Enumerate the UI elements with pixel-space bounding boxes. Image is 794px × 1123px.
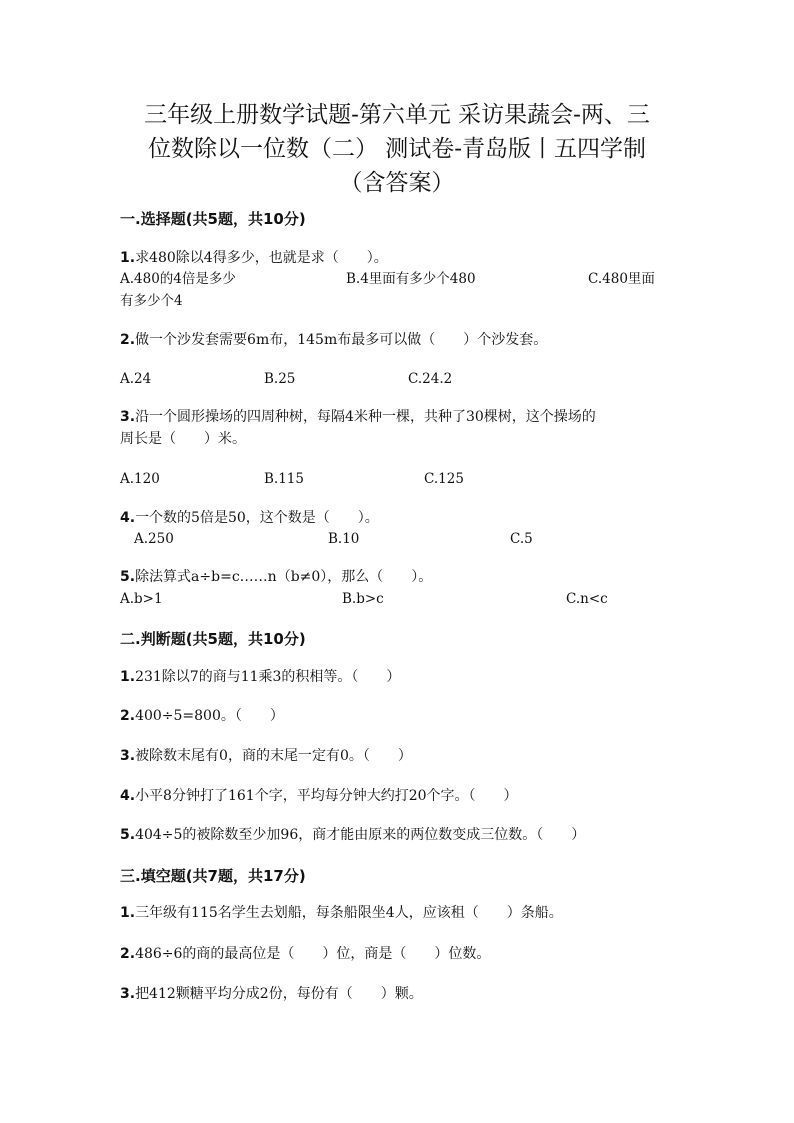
title-line-3: （含答案） xyxy=(339,170,455,196)
question-number: 2. xyxy=(120,946,136,962)
question-number: 1. xyxy=(120,250,136,266)
question-text: 486÷6的商的最高位是（ ）位，商是（ ）位数。 xyxy=(135,946,491,962)
section-heading-choice: 一.选择题(共5题，共10分) xyxy=(120,210,306,228)
judge-question-4 xyxy=(120,787,518,805)
choice-3-option-a: A.120 xyxy=(120,471,160,487)
question-number: 4. xyxy=(120,510,136,526)
choice-question-2 xyxy=(120,331,547,349)
choice-question-1 xyxy=(120,249,388,267)
question-number: 2. xyxy=(120,708,136,724)
choice-question-5 xyxy=(120,568,432,586)
question-number: 1. xyxy=(120,669,136,685)
question-number: 2. xyxy=(120,332,136,348)
choice-question-3 xyxy=(120,408,596,426)
question-number: 5. xyxy=(120,569,136,585)
fill-question-1 xyxy=(120,904,563,922)
judge-question-3 xyxy=(120,747,412,765)
section-heading-fill: 三.填空题(共7题，共17分) xyxy=(120,867,306,885)
question-text: 小平8分钟打了161个字，平均每分钟大约打20个字。（ ） xyxy=(135,788,518,804)
section-heading-judge: 二.判断题(共5题，共10分) xyxy=(120,630,306,648)
choice-1-option-a: A.480的4倍是多少 xyxy=(120,271,236,287)
question-text: 把412颗糖平均分成2份，每份有（ ）颗。 xyxy=(135,986,423,1002)
question-number: 3. xyxy=(120,748,136,764)
page-title xyxy=(100,98,694,200)
choice-5-option-b: B.b>c xyxy=(342,591,384,607)
judge-question-5 xyxy=(120,826,585,844)
question-text: 做一个沙发套需要6m布，145m布最多可以做（ ）个沙发套。 xyxy=(135,332,548,348)
question-number: 4. xyxy=(120,788,136,804)
judge-question-2 xyxy=(120,707,284,725)
question-text: 231除以7的商与11乘3的积相等。（ ） xyxy=(135,669,401,685)
choice-4-option-b: B.10 xyxy=(328,531,360,547)
title-line-1: 三年级上册数学试题-第六单元 采访果蔬会-两、三 xyxy=(144,102,650,128)
choice-1-option-c-cont: 有多少个4 xyxy=(120,293,183,309)
choice-5-option-a: A.b>1 xyxy=(120,591,163,607)
judge-question-1 xyxy=(120,668,400,686)
question-text: 除法算式a÷b=c……n（b≠0），那么（ ）。 xyxy=(135,569,433,585)
question-text: 沿一个圆形操场的四周种树，每隔4米种一棵，共种了30棵树，这个操场的 xyxy=(135,409,596,425)
question-text: 400÷5=800。（ ） xyxy=(135,708,284,724)
question-number: 5. xyxy=(120,827,136,843)
question-text: 求480除以4得多少，也就是求（ ）。 xyxy=(135,250,388,266)
choice-3-option-b: B.115 xyxy=(264,471,304,487)
choice-4-option-a: A.250 xyxy=(134,531,174,547)
choice-2-option-a: A.24 xyxy=(120,371,152,387)
choice-4-option-c: C.5 xyxy=(510,531,533,547)
choice-2-option-b: B.25 xyxy=(264,371,296,387)
question-number: 1. xyxy=(120,905,136,921)
question-number: 3. xyxy=(120,986,136,1002)
question-text: 被除数末尾有0，商的末尾一定有0。（ ） xyxy=(135,748,412,764)
choice-1-option-b: B.4里面有多少个480 xyxy=(346,271,476,287)
fill-question-2 xyxy=(120,945,490,963)
title-line-2: 位数除以一位数（二） 测试卷-青岛版丨五四学制 xyxy=(147,136,647,162)
choice-5-option-c: C.n<c xyxy=(566,591,608,607)
choice-question-4 xyxy=(120,509,379,527)
question-text: 404÷5的被除数至少加96，商才能由原来的两位数变成三位数。（ ） xyxy=(135,827,586,843)
choice-3-option-c: C.125 xyxy=(424,471,464,487)
choice-2-option-c: C.24.2 xyxy=(408,371,453,387)
choice-1-option-c: C.480里面 xyxy=(588,271,655,287)
question-text: 三年级有115名学生去划船，每条船限坐4人，应该租（ ）条船。 xyxy=(135,905,563,921)
fill-question-3 xyxy=(120,985,423,1003)
question-text: 一个数的5倍是50，这个数是（ ）。 xyxy=(135,510,379,526)
question-number: 3. xyxy=(120,409,136,425)
choice-3-text-cont: 周长是（ ）米。 xyxy=(120,431,246,447)
